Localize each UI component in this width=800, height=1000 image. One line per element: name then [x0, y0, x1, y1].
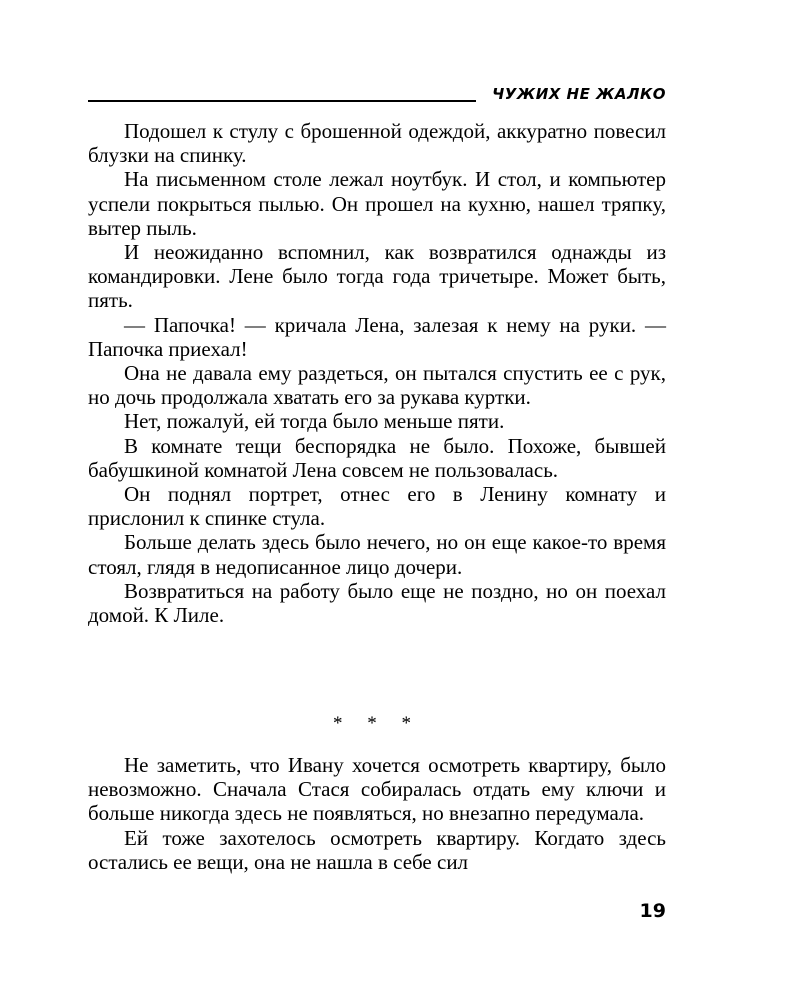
paragraph: Нет, пожалуй, ей тогда было меньше пяти.: [124, 409, 505, 434]
body-text-before-break: [88, 119, 666, 627]
section-break: * * *: [333, 713, 421, 734]
running-header: [88, 83, 666, 107]
body-text-after-break: [88, 753, 666, 874]
paragraph: — Папочка! — кричала Лена, залезая к нему на руки. — Папочка приехал!: [88, 312, 666, 361]
paragraph: Не заметить, что Ивану хочется осмотреть квартиру, было невозможно. Сначала Стася собиралась отдать ему ключи и больше никогда здесь не появляться, но внезапно передумала.: [88, 753, 666, 826]
page-number: 19: [639, 900, 666, 922]
paragraph: Он поднял портрет, отнес его в Ленину комнату и прислонил к спинке стула.: [88, 482, 666, 531]
paragraph: В комнате тещи беспорядка не было. Похоже, бывшей бабушкиной комнатой Лена совсем не пользовалась.: [88, 433, 666, 482]
paragraph: На письменном столе лежал ноутбук. И стол, и компьютер успели покрыться пылью. Он прошел на кухню, нашел тряпку, вытер пыль.: [88, 167, 666, 240]
paragraph: Подошел к стулу с брошенной одеждой, аккуратно повесил блузки на спинку.: [88, 119, 666, 168]
paragraph: И неожиданно вспомнил, как возвратился однажды из командировки. Лене было тогда года тричетыре. Может быть, пять.: [88, 240, 666, 313]
paragraph: Больше делать здесь было нечего, но он еще какое-то время стоял, глядя в недописанное лицо дочери.: [88, 530, 666, 579]
header-rule: [88, 100, 476, 102]
paragraph: Она не давала ему раздеться, он пытался спустить ее с рук, но дочь продолжала хватать его за рукава куртки.: [88, 361, 666, 410]
paragraph: Ей тоже захотелось осмотреть квартиру. Когдато здесь остались ее вещи, она не нашла в себе сил: [88, 825, 666, 874]
paragraph: Возвратиться на работу было еще не поздно, но он поехал домой. К Лиле.: [88, 578, 666, 628]
running-header-title: ЧУЖИХ НЕ ЖАЛКО: [492, 85, 666, 103]
